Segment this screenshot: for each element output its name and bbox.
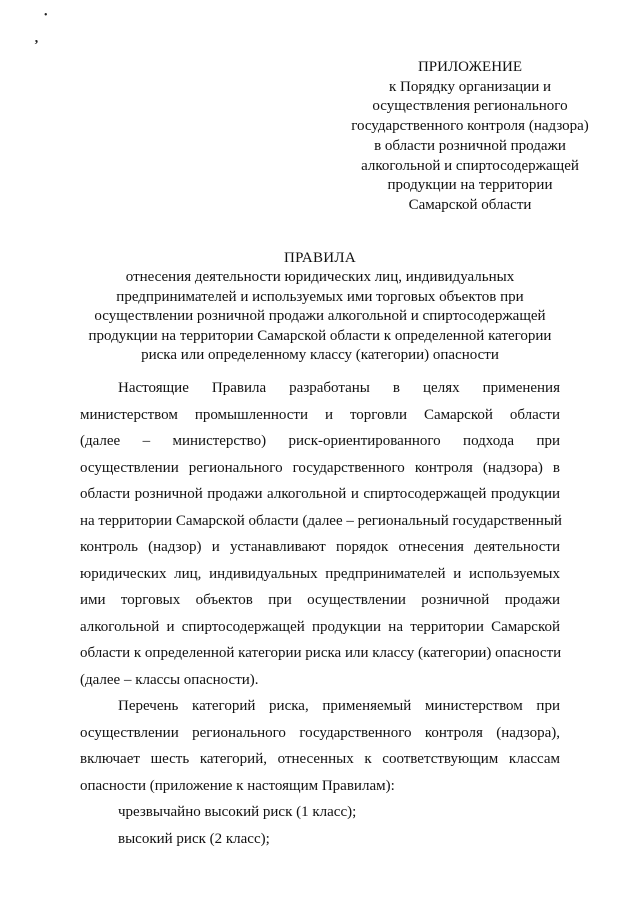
- appendix-line: осуществления регионального: [372, 98, 568, 115]
- body-line: области к определенной категории риска или классу (категории) опасности: [80, 645, 562, 661]
- scan-speck-mark: ’: [34, 38, 39, 53]
- body-line: чрезвычайно высокий риск (1 класс);: [118, 804, 357, 820]
- rules-subtitle-line: осуществлении розничной продажи алкогольной и спиртосодержащей: [94, 308, 546, 324]
- appendix-header: [300, 58, 640, 216]
- body-line: опасности (приложение к настоящим Правилам):: [80, 778, 395, 794]
- body-line: алкогольной и спиртосодержащей продукции на территории Самарской: [80, 619, 560, 635]
- rules-title: ПРАВИЛА: [283, 250, 357, 266]
- rules-subtitle: [0, 268, 640, 366]
- body-line: (далее – классы опасности).: [80, 672, 259, 688]
- body-line: осуществлении регионального государственного контроля (надзора),: [80, 725, 560, 741]
- body-line: Перечень категорий риска, применяемый министерством при: [118, 698, 560, 714]
- rules-subtitle-line: отнесения деятельности юридических лиц, индивидуальных: [125, 269, 515, 285]
- body-line: осуществлении регионального государственного контроля (надзора) в: [80, 460, 560, 476]
- rules-subtitle-line: предпринимателей и используемых ими торговых объектов при: [116, 288, 524, 305]
- rules-subtitle-line: риска или определенному классу (категории) опасности: [141, 347, 499, 363]
- body-line: министерством промышленности и торговли Самарской области: [80, 407, 560, 423]
- appendix-line: Самарской области: [408, 196, 532, 213]
- appendix-title: ПРИЛОЖЕНИЕ: [417, 59, 523, 75]
- body-line: контроль (надзор) и устанавливают порядок отнесения деятельности: [80, 539, 560, 555]
- body-line: (далее – министерство) риск-ориентированного подхода при: [80, 433, 560, 449]
- scan-speck-mark: •: [44, 10, 48, 21]
- body-line: Настоящие Правила разработаны в целях применения: [118, 380, 560, 396]
- appendix-line: алкогольной и спиртосодержащей: [361, 157, 579, 174]
- appendix-line: к Порядку организации и: [388, 78, 552, 95]
- appendix-line: продукции на территории: [387, 177, 553, 194]
- body-line: высокий риск (2 класс);: [118, 831, 270, 847]
- body-line: ими торговых объектов при осуществлении розничной продажи: [80, 592, 560, 608]
- body-line: включает шесть категорий, отнесенных к соответствующим классам: [80, 751, 560, 767]
- appendix-line: в области розничной продажи: [374, 137, 566, 154]
- body-line: на территории Самарской области (далее – региональный государственный: [80, 513, 562, 529]
- appendix-line: государственного контроля (надзора): [351, 118, 589, 135]
- body-line: области розничной продажи алкогольной и спиртосодержащей продукции: [80, 486, 560, 502]
- body-line: юридических лиц, индивидуальных предпринимателей и используемых: [80, 566, 560, 582]
- rules-subtitle-line: продукции на территории Самарской области к определенной категории: [88, 327, 552, 344]
